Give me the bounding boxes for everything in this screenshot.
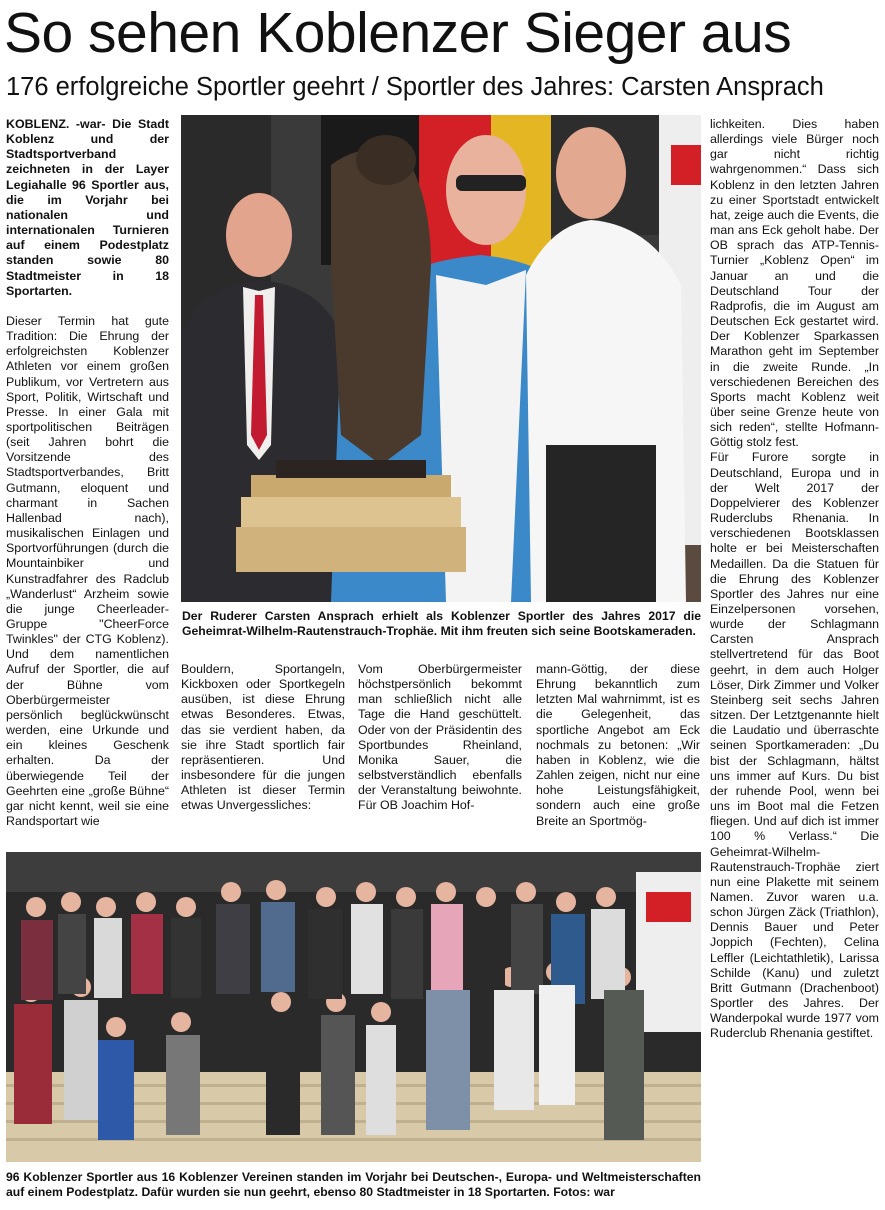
article-column-5 [710,117,879,1042]
trophy-photo-caption: Der Ruderer Carsten Ansprach erhielt als Koblenzer Sportler des Jahres 2017 die Geheimrat-Wilhelm-Rautenstrauch-Trophäe. Mit ihm freuten sich seine Bootskameraden. [182,609,701,639]
group-photo-image [6,852,701,1162]
body-paragraph: lichkeiten. Dies haben allerdings viele Bürger noch gar nicht richtig wahrgenommen.“ Dass sich Koblenz in den letzten Jahren zu einer Sportstadt entwickelt hat, zeige auch die Events, die man ans Eck geholt habe. Der OB sprach das ATP-Tennis-Turnier „Koblenz Open“ im Januar an und die Deutschland Tour der Radprofis, die im August am Deutschen Eck gestartet wird. Der Koblenzer Sparkassen Marathon geht im September in die zweite Runde. „In verschiedenen Bereichen des Sports macht Koblenz weit über seine Grenze heute von sich reden“, stellte Hofmann-Göttig stolz fest. [710,117,879,450]
article-column-4: mann-Göttig, der diese Ehrung bekanntlich zum letzten Mal wahrnimmt, ist es die Gelegenheit, das sportliche Angebot am Eck nochmals zu betonen: „Wir haben in Koblenz, wie die Zahlen zeigen, nicht nur eine hohe Leistungsfähigkeit, sondern auch eine große Breite an Sportmög- [536,662,700,828]
body-paragraph: Für Furore sorgte in Deutschland, Europa und in der Welt 2017 der Doppelvierer des Koblenzer Ruderclubs Rhenania. In verschiedenen Bootsklassen holte er bei Meisterschaften Medaillen. Da die Statuen für die Ehrung des Koblenzer Sportler des Jahres nur eine Einzelpersonen vorsehen, wurde der Schlagmann Carsten Ansprach stellvertretend für das Boot geehrt, in dem auch Holger Löser, Dirk Zimmer und Volker Steinberg seit sechs Jahren sitzen. Der Letztgenannte hielt die Laudatio und überraschte seinen Sportkameraden: „Du bist der Schlagmann, hältst uns immer auf Kurs. Du bist der ruhende Pool, wenn bei uns im Boot mal die Fetzen fliegen. Und auf dich ist immer 100 % Verlass.“ Die Geheimrat-Wilhelm-Rautenstrauch-Trophäe ziert nun eine Plakette mit seinem Namen. Zuvor waren u.a. schon Jürgen Zäck (Triathlon), Dennis Bauer und Peter Joppich (Fechten), Celina Leffler (Leichtathletik), Larissa Schilde (Kanu) und zuletzt Britt Gutmann (Drachenboot) Sportler des Jahres. Der Wanderpokal wurde 1977 vom Ruderclub Rhenania gestiftet. [710,450,879,1041]
group-photo-caption: 96 Koblenzer Sportler aus 16 Koblenzer Vereinen standen im Vorjahr bei Deutschen-, Europa- und Weltmeisterschaften auf einem Podestplatz. Dafür wurden sie nun geehrt, ebenso 80 Stadtmeister in 18 Sportarten. Fotos: war [6,1170,701,1200]
trophy-photo [181,115,701,602]
article-column-1 [6,117,169,829]
trophy-photo-image [181,115,701,602]
article-column-2: Bouldern, Sportangeln, Kickboxen oder Sportkegeln ausüben, ist diese Ehrung etwas Besonderes. Etwas, das sie verdient haben, da sie ihre Stadt sportlich fair repräsentieren. Und insbesondere für die jungen Athleten ist dieser Termin etwas Unvergessliches: [181,662,345,813]
body-paragraph: Dieser Termin hat gute Tradition: Die Ehrung der erfolgreichsten Koblenzer Athleten vor einem großen Publikum, vor Vertretern aus Sport, Politik, Wirtschaft und Presse. In einer Gala mit sportpolitischen Beiträgen (seit Jahren bohrt die Vorsitzende des Stadtsportverbandes, Britt Gutmann, eloquent und charmant in Sachen Hallenbad nach), musikalischen Einlagen und Sportvorführungen (durch die Mountainbiker und Kunstradfahrer des Radclub „Wanderlust“ Arzheim sowie die junge Cheerleader-Gruppe "CheerForce Twinkles" der CTG Koblenz). Und dem namentlichen Aufruf der Sportler, die auf der Bühne vom Oberbürgermeister persönlich beglückwünscht werden, eine Urkunde und ein kleines Geschenk erhalten. Da der überwiegende Teil der Geehrten eine „große Bühne“ gar nicht kennt, weil sie eine Randsportart wie [6,313,169,829]
subheadline: 176 erfolgreiche Sportler geehrt / Sportler des Jahres: Carsten Ansprach [6,73,824,101]
headline: So sehen Koblenzer Sieger aus [4,1,792,65]
article-column-3: Vom Oberbürgermeister höchstpersönlich bekommt man schließlich nicht alle Tage die Hand geschüttelt. Oder von der Präsidentin des Sportbundes Rheinland, Monika Sauer, die selbstverständlich ebenfalls der Veranstaltung beiwohnte. Für OB Joachim Hof- [358,662,522,813]
lead-paragraph: KOBLENZ. -war- Die Stadt Koblenz und der Stadtsportverband zeichneten in der Layer Legiahalle 96 Sportler aus, die im Vorjahr bei nationalen und internationalen Turnieren auf einem Podestplatz standen sowie 80 Stadtmeister in 18 Sportarten. [6,117,169,298]
group-photo [6,852,701,1162]
